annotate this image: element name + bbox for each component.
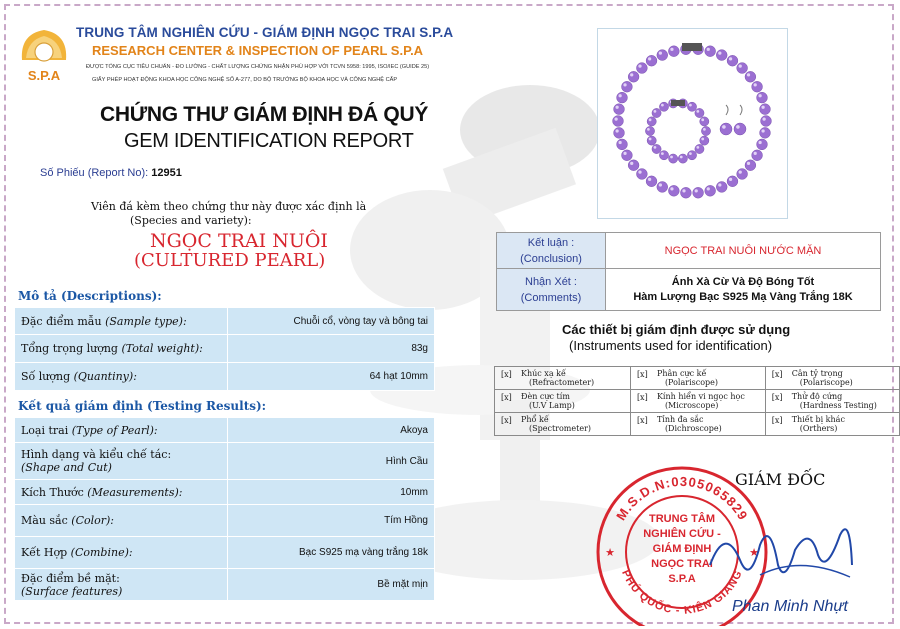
necklace-pearl [617,92,628,103]
instrument-name-en: (Refractometer) [529,378,595,387]
pearl-highlight [761,129,764,132]
species-intro-en: (Species and variety): [130,214,252,227]
bracelet-clasp [671,100,685,106]
conclusion-row [497,233,881,269]
stamp-star-right: ★ [749,547,759,559]
pearl-highlight [649,138,652,141]
necklace-pearl [716,182,727,193]
pearl-highlight [615,129,618,132]
instrument-name: Tỉnh đa sắc [656,415,704,424]
necklace-pearl [745,71,756,82]
pearl-highlight [707,48,710,51]
pearl-highlight [648,57,651,60]
row-label: Số lượng [21,370,71,383]
necklace-pearl [657,50,668,61]
necklace-pearl [757,139,768,150]
row-label-en: (Quantiny): [73,370,137,383]
necklace-pearl [705,46,716,57]
stamp-line-4: NGỌC TRAI [651,558,713,570]
pearl-highlight [739,65,742,68]
conclusion-table [496,232,881,311]
pearl-highlight [701,118,704,121]
bracelet-pearl [659,102,668,111]
row-label: Hình dạng và kiểu chế tác: [21,448,172,461]
instrument-name-en: (Hardness Testing) [799,401,877,410]
pearl-highlight [670,156,673,159]
pearl-highlight [696,146,699,149]
table-row [15,335,435,363]
pearl-highlight [747,73,750,76]
necklace-pearl [622,150,633,161]
instruments-table [494,366,900,436]
bracelet-pearl [700,136,709,145]
comments-label-en: (Comments) [520,291,582,304]
row-label: Đặc điểm mẫu [21,314,102,328]
row-label-en: (Sample type): [105,314,187,328]
license-line-2: GIẤY PHÉP HOẠT ĐỘNG KHOA HỌC CÔNG NGHỆ SỐ A-277, DO BỘ TRƯỞNG BỘ KHOA HỌC VÀ CÔNG NGHỆ CẤP [92,77,398,83]
testing-results-heading: Kết quả giám định (Testing Results): [18,399,267,413]
conclusion-value: NGỌC TRAI NUÔI NƯỚC MẶN [664,244,822,257]
instrument-name-en: (U.V Lamp) [529,401,575,410]
bracelet-pearl [701,126,710,135]
necklace [613,43,772,198]
earrings [720,105,746,135]
checkbox-mark: [x] [771,416,783,425]
necklace-pearl [636,63,647,74]
bracelet-pearl [652,108,661,117]
title-vn: CHỨNG THƯ GIÁM ĐỊNH ĐÁ QUÝ [100,103,429,126]
instrument-name-en: (Spectrometer) [529,424,592,433]
pearl-highlight [615,106,618,109]
row-value: Bạc S925 mạ vàng trắng 18k [228,537,435,569]
product-photo [597,28,788,219]
pearl-highlight [722,125,726,129]
instrument-cell [495,413,631,436]
row-value: Akoya [228,418,435,443]
instrument-row [495,413,900,436]
row-label-en: (Color): [71,514,115,527]
necklace-pearl [613,116,624,127]
instrument-cell [765,390,899,413]
pearl-highlight [707,187,710,190]
row-label: Kích Thước [21,485,84,499]
spa-logo [16,22,72,88]
necklace-pearl [727,55,738,66]
necklace-clasp [682,43,702,51]
comment-line-2: Hàm Lượng Bạc S925 Mạ Vàng Trắng 18K [633,290,853,303]
pearl-highlight [638,170,641,173]
bracelet-pearl [695,144,704,153]
descriptions-heading: Mô tả (Descriptions): [18,289,162,303]
conclusion-label: Kết luận : [527,236,575,249]
row-label-en: (Shape and Cut) [21,461,112,474]
necklace-pearl [646,176,657,187]
necklace-pearl [668,185,679,196]
table-row [15,480,435,505]
pearl-highlight [654,146,657,149]
instrument-cell [495,367,631,390]
necklace-pearl [693,187,704,198]
necklace-pearl [646,55,657,66]
conclusion-label-en: (Conclusion) [520,252,582,265]
pearl-highlight [659,52,662,55]
pearl-highlight [754,152,757,155]
necklace-pearl [622,81,633,92]
row-value: 10mm [228,480,435,505]
checkbox-mark: [x] [636,393,648,402]
pearl-highlight [647,128,650,131]
necklace-pearl [614,127,625,138]
bracelet-pearl [695,108,704,117]
table-row [15,537,435,569]
bracelet-pearl [652,144,661,153]
necklace-pearl [716,50,727,61]
pearl-highlight [689,152,692,155]
center-name-en: RESEARCH CENTER & INSPECTION OF PEARL S.P.A [92,43,424,58]
table-row [15,569,435,601]
earring-hook [726,105,728,115]
bracelet-pearl [700,117,709,126]
instrument-name-en: (Orthers) [799,424,838,433]
earring-pearl [734,123,746,135]
pearl-highlight [654,110,657,113]
checkbox-mark: [x] [636,370,648,379]
comments-label: Nhận Xét : [525,275,577,288]
logo-text: S.P.A [27,68,61,83]
bracelet-pearl [678,154,687,163]
pearl-highlight [729,57,732,60]
testing-results-table [14,417,435,601]
stamp-line-3: GIÁM ĐỊNH [652,543,712,555]
pearl-highlight [680,156,683,159]
necklace-pearl [752,150,763,161]
species-intro: Viên đá kèm theo chứng thư này được xác định là [91,200,367,213]
pearl-highlight [747,162,750,165]
checkbox-mark: [x] [501,370,512,379]
instrument-cell [630,390,765,413]
pearl-highlight [618,141,621,144]
pearl-highlight [689,104,692,107]
row-label-en: (Type of Pearl): [71,423,158,437]
stamp-line-2: NGHIÊN CỨU - [643,528,721,540]
checkbox-mark: [x] [771,370,783,379]
bracelet-pearl [687,102,696,111]
director-title: GIÁM ĐỐC [735,470,826,489]
pearl-highlight [718,52,721,55]
instrument-row [495,390,900,413]
report-number [40,167,182,179]
pearl-highlight [695,189,698,192]
bracelet [645,99,710,163]
earring-hook [740,105,742,115]
bracelet-pearl [687,151,696,160]
pearl-highlight [754,83,757,86]
row-label: Tổng trọng lượng [21,342,118,355]
row-value: 64 hạt 10mm [228,363,435,391]
pearl-highlight [638,65,641,68]
row-value: Bề mặt mịn [228,569,435,601]
necklace-pearl [636,169,647,180]
pearl-highlight [623,152,626,155]
necklace-pearl [760,127,771,138]
stamp-line-5: S.P.A [668,573,696,585]
instrument-cell [495,390,631,413]
pearl-highlight [623,83,626,86]
bracelet-pearl [645,126,654,135]
title-en: GEM IDENTIFICATION REPORT [124,130,414,152]
stamp-bottom-text: PHÚ QUỐC - KIÊN GIANG [619,568,745,617]
report-number-label: Số Phiếu (Report No): [40,167,149,179]
pearl-highlight [670,187,673,190]
necklace-pearl [628,160,639,171]
pearl-highlight [696,110,699,113]
row-label: Kết Hợp [21,546,68,559]
row-label-en: (Combine): [70,546,133,559]
row-label-en: (Measurements): [87,485,183,499]
instrument-name: Phân cực kế [656,369,707,378]
pearl-highlight [682,189,685,192]
pearl-highlight [758,141,761,144]
necklace-pearl [668,46,679,57]
signature [700,515,870,595]
table-row [15,418,435,443]
pearl-highlight [614,117,617,120]
pearl-highlight [618,94,621,97]
row-label: Màu sắc [21,514,68,527]
license-line-1: ĐƯỢC TỔNG CỤC TIÊU CHUẨN - ĐO LƯỜNG - CHẤT LƯỢNG CHỨNG NHẬN PHÙ HỢP VỚI TCVN 5958: 1995, ISO/IEC (GUIDE 25) [86,64,430,70]
descriptions-table [14,307,435,391]
row-label-en: (Surface features) [21,584,123,598]
bracelet-pearl [647,117,656,126]
necklace-pearl [628,71,639,82]
bracelet-pearl [669,154,678,163]
pearl-highlight [703,128,706,131]
row-label: Đặc điểm bề mặt: [21,571,120,585]
instrument-row [495,367,900,390]
species-result-en: (CULTURED PEARL) [134,250,326,271]
instrument-name-en: (Polariscope) [799,378,853,387]
pearl-highlight [661,104,664,107]
instrument-name: Đèn cực tím [521,392,570,401]
table-row [15,443,435,480]
pearl-highlight [729,178,732,181]
necklace-pearl [614,104,625,115]
instrument-name-en: (Dichroscope) [664,424,722,433]
stamp-top-text: M.S.D.N:0305065829 [613,473,751,524]
bracelet-pearl [659,151,668,160]
checkbox-mark: [x] [636,416,648,425]
instrument-name: Cân tỷ trọng [791,369,843,378]
pearl-highlight [659,183,662,186]
stamp-line-1: TRUNG TÂM [649,513,715,525]
row-value: 83g [228,335,435,363]
row-value: Hình Cầu [228,443,435,480]
comment-line-1: Ánh Xà Cừ Và Độ Bóng Tốt [671,275,815,288]
pearl-highlight [736,125,740,129]
necklace-pearl [752,81,763,92]
instrument-cell [765,367,899,390]
table-row [15,363,435,391]
instrument-name-en: (Microscope) [664,401,719,410]
necklace-pearl [737,63,748,74]
pearl-highlight [661,152,664,155]
signer-name: Phan Minh Nhựt [732,598,848,615]
necklace-pearl [680,187,691,198]
instrument-cell [630,413,765,436]
pearl-highlight [701,138,704,141]
pearl-highlight [630,162,633,165]
comments-row [497,269,881,311]
necklace-pearl [761,116,772,127]
necklace-pearl [617,139,628,150]
instrument-name: Phổ kế [521,415,549,424]
instrument-name: Thiết bị khác [791,415,845,424]
pearl-highlight [762,117,765,120]
instrument-cell [765,413,899,436]
species-result-vn: NGỌC TRAI NUÔI [150,230,328,252]
pearl-highlight [670,48,673,51]
instrument-name-en: (Polariscope) [664,378,719,387]
necklace-pearl [727,176,738,187]
table-row [15,505,435,537]
necklace-pearl [657,182,668,193]
row-value: Chuỗi cổ, vòng tay và bông tai [228,308,435,335]
pearl-highlight [758,94,761,97]
instruments-title-en: (Instruments used for identification) [569,338,773,353]
row-label-en: (Total weight): [121,342,203,355]
checkbox-mark: [x] [501,393,512,402]
checkbox-mark: [x] [771,393,783,402]
instrument-cell [630,367,765,390]
pearl-highlight [739,170,742,173]
necklace-pearl [760,104,771,115]
earring-pearl [720,123,732,135]
necklace-pearl [705,185,716,196]
checkbox-mark: [x] [501,416,512,425]
center-name-vn: TRUNG TÂM NGHIÊN CỨU - GIÁM ĐỊNH NGỌC TRAI S.P.A [76,25,454,40]
bracelet-pearl [647,136,656,145]
instrument-name: Kính hiển vi ngọc học [656,392,745,401]
pearl-highlight [649,118,652,121]
pearl-jewelry-image [598,29,787,218]
instruments-title-vn: Các thiết bị giám định được sử dụng [562,322,791,337]
stamp-star-left: ★ [605,547,615,559]
row-value: Tím Hồng [228,505,435,537]
pearl-highlight [718,183,721,186]
pearl-highlight [630,73,633,76]
necklace-pearl [757,92,768,103]
instrument-name: Thử độ cứng [791,392,843,401]
instrument-name: Khúc xạ kế [521,369,566,378]
pearl-highlight [648,178,651,181]
table-row [15,308,435,335]
necklace-pearl [737,169,748,180]
necklace-pearl [745,160,756,171]
report-number-value: 12951 [151,167,182,179]
pearl-highlight [761,106,764,109]
row-label: Loại trai [21,423,69,437]
